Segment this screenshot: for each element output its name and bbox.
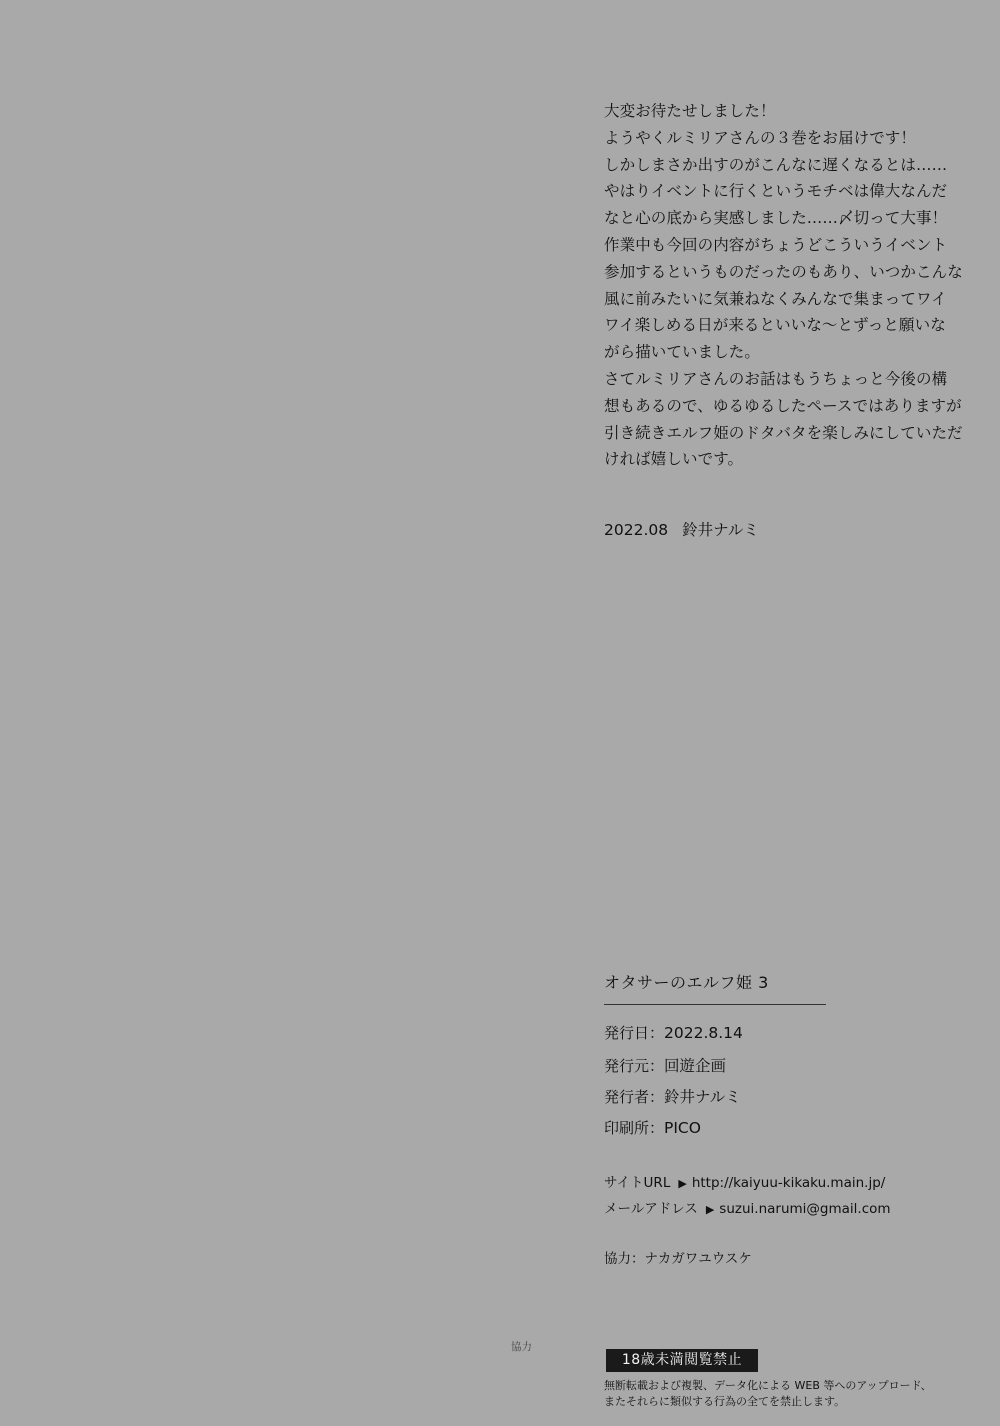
afterword-line: がら描いていました。 xyxy=(604,343,761,362)
afterword-line: ワイ楽しめる日が来るといいな～とずっと願いな xyxy=(604,316,946,335)
row-value: PICO xyxy=(664,1118,701,1137)
afterword-line: 大変お待たせしました！ xyxy=(604,102,776,120)
triangle-right-icon: ▶ xyxy=(705,1203,715,1216)
issuer-row xyxy=(604,1085,743,1117)
row-label: 発行元： xyxy=(604,1056,665,1075)
signature-name: 鈴井ナルミ xyxy=(682,521,759,539)
afterword-line: しかしまさか出すのがこんなに遅くなるとは…… xyxy=(604,155,948,174)
row-value: 2022.8.14 xyxy=(664,1024,743,1042)
email-link[interactable]: suzui.narumi@gmail.com xyxy=(719,1201,891,1217)
site-label: サイトURL xyxy=(604,1175,671,1191)
afterword-line: 想もあるので、ゆるゆるしたペースではありますが xyxy=(604,396,962,415)
email-label: メールアドレス xyxy=(604,1201,698,1217)
afterword-signature xyxy=(604,518,759,540)
afterword-line: ければ嬉しいです。 xyxy=(604,450,744,469)
colophon-divider xyxy=(604,1004,826,1005)
signature-date: 2022.08 xyxy=(604,521,669,539)
publisher-row xyxy=(604,1054,743,1086)
row-label: 発行者： xyxy=(604,1088,665,1106)
legal-line: 無断転載および複製、データ化による WEB 等へのアップロード、 xyxy=(604,1379,932,1392)
legal-notice xyxy=(604,1378,932,1410)
legal-line: またそれらに類似する行為の全てを禁止します。 xyxy=(604,1395,846,1408)
afterword-line: 引き続きエルフ姫のドタバタを楽しみにしていただ xyxy=(604,423,963,442)
stamp-text: 協力 xyxy=(511,1341,532,1353)
age-restriction-badge: 18歳未満閲覧禁止 xyxy=(606,1349,758,1372)
colophon-details xyxy=(604,1022,743,1148)
email-row xyxy=(604,1197,891,1223)
afterword-line: なと心の底から実感しました……〆切って大事！ xyxy=(604,209,948,228)
row-label: 発行日： xyxy=(604,1024,665,1042)
afterword-line: 風に前みたいに気兼ねなくみんなで集まってワイ xyxy=(604,289,947,308)
afterword-line: さてルミリアさんのお話はもうちょっと今後の構 xyxy=(604,369,948,388)
afterword-line: ようやくルミリアさんの３巻をお届けです！ xyxy=(604,128,917,147)
afterword-line: やはりイベントに行くというモチベは偉大なんだ xyxy=(604,182,948,201)
book-title: オタサーのエルフ姫 3 xyxy=(604,973,769,992)
row-value: 回遊企画 xyxy=(664,1056,727,1075)
site-url-link[interactable]: http://kaiyuu-kikaku.main.jp/ xyxy=(691,1175,886,1191)
row-label: 印刷所： xyxy=(604,1118,665,1137)
printer-row xyxy=(604,1117,743,1149)
credit-line: 協力：ナカガワユウスケ xyxy=(604,1251,752,1267)
publish-date-row xyxy=(604,1022,743,1054)
afterword xyxy=(604,98,974,473)
row-value: 鈴井ナルミ xyxy=(664,1088,741,1106)
site-url-row xyxy=(604,1171,891,1197)
contact-info xyxy=(604,1171,891,1223)
triangle-right-icon: ▶ xyxy=(678,1177,687,1190)
afterword-line: 参加するというものだったのもあり、いつかこんな xyxy=(604,262,963,281)
afterword-line: 作業中も今回の内容がちょうどこういうイベント xyxy=(604,235,948,254)
